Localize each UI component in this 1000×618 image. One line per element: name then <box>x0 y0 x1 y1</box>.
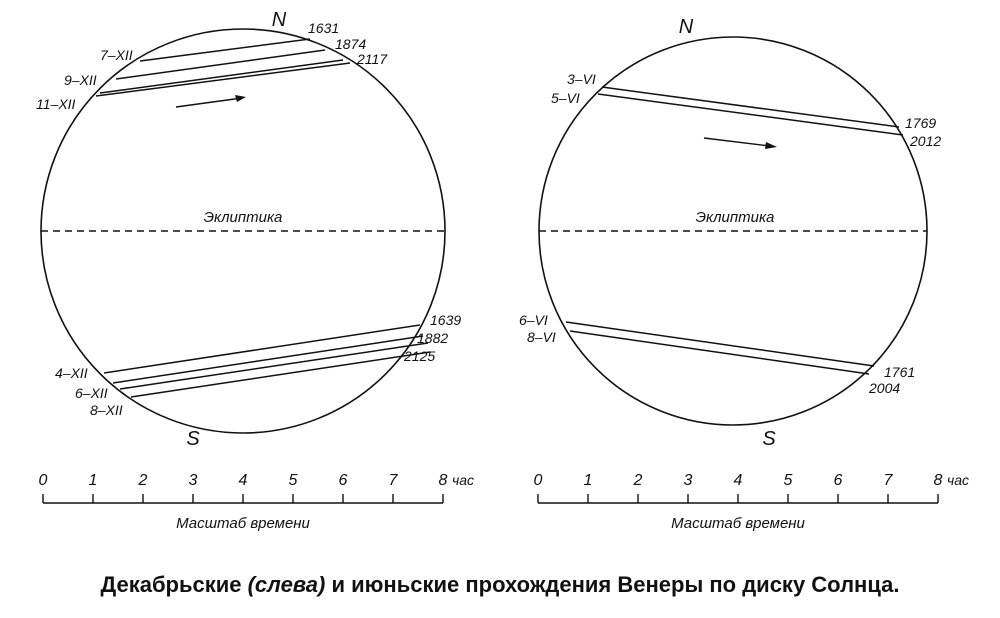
year-label: 1874 <box>335 36 367 52</box>
time-scale-tick-label: 4 <box>733 472 743 489</box>
transit-chord-left-lower-1 <box>104 325 420 373</box>
south-label-right: S <box>762 428 776 450</box>
year-label: 1761 <box>884 364 916 380</box>
caption-part-june: и июньские прохождения Венеры по диску Солнца. <box>325 572 900 597</box>
transit-chord-left-upper-1 <box>140 39 310 61</box>
date-label: 5–VI <box>551 90 580 106</box>
transit-chord-right-lower-2 <box>570 331 869 374</box>
time-scale-tick-label: 2 <box>633 472 643 489</box>
ecliptic-label-left: Эклиптика <box>203 209 283 226</box>
time-scale-left <box>39 472 475 532</box>
figure-caption <box>0 572 1000 598</box>
north-label-left: N <box>271 9 287 31</box>
time-scale-right <box>534 472 970 532</box>
date-label: 11–XII <box>36 96 76 112</box>
date-label: 8–VI <box>527 329 556 345</box>
time-scale-unit-label: час <box>947 472 970 488</box>
time-scale-tick-label: 0 <box>533 472 543 489</box>
time-scale-tick-label: 6 <box>338 472 348 489</box>
transit-chord-left-upper-4 <box>96 63 350 96</box>
time-scale-tick-label: 7 <box>883 472 893 489</box>
time-scale-tick-label: 1 <box>88 472 98 489</box>
year-label: 2012 <box>910 133 942 149</box>
december-transits-panel <box>36 9 461 450</box>
year-label: 1631 <box>308 20 340 36</box>
time-scale-tick-label: 3 <box>683 472 693 489</box>
time-scale-tick-label: 8 <box>438 472 448 489</box>
june-transits-panel <box>519 16 941 450</box>
ecliptic-label-right: Эклиптика <box>695 209 775 226</box>
date-label: 6–VI <box>519 312 548 328</box>
year-label: 1769 <box>905 115 937 131</box>
arrow-head-icon <box>765 142 777 149</box>
time-scale-tick-label: 6 <box>833 472 843 489</box>
time-scale-tick-label: 4 <box>238 472 248 489</box>
transit-chord-left-lower-3 <box>120 343 428 389</box>
year-label: 2117 <box>357 51 388 67</box>
caption-part-december: Декабрьские <box>100 572 248 597</box>
date-label: 3–VI <box>567 71 596 87</box>
motion-arrow-left <box>176 98 242 107</box>
north-label-right: N <box>678 16 694 38</box>
time-scale-tick-label: 5 <box>783 472 793 489</box>
motion-arrow-right <box>704 138 770 146</box>
date-label: 6–XII <box>75 385 108 401</box>
south-label-left: S <box>186 428 200 450</box>
time-scale-tick-label: 2 <box>138 472 148 489</box>
transit-chord-right-upper-1 <box>602 87 899 127</box>
time-scale-tick-label: 8 <box>933 472 943 489</box>
date-label: 8–XII <box>90 402 123 418</box>
year-label: 1639 <box>430 312 462 328</box>
time-scale-unit-label: час <box>452 472 475 488</box>
date-label: 9–XII <box>64 72 97 88</box>
arrow-head-icon <box>235 95 246 102</box>
year-label: 2004 <box>869 380 901 396</box>
time-scale-title-right: Масштаб времени <box>671 515 805 532</box>
date-label: 7–XII <box>100 47 133 63</box>
time-scale-tick-label: 5 <box>288 472 298 489</box>
year-label: 1882 <box>417 330 449 346</box>
time-scale-tick-label: 7 <box>388 472 398 489</box>
time-scale-tick-label: 1 <box>583 472 593 489</box>
year-label: 2125 <box>404 348 436 364</box>
date-label: 4–XII <box>55 365 88 381</box>
transit-chord-right-lower-1 <box>566 322 874 366</box>
time-scale-tick-label: 3 <box>188 472 198 489</box>
time-scale-tick-label: 0 <box>38 472 48 489</box>
caption-part-left-note: (слева) <box>247 572 326 597</box>
transit-chord-right-upper-2 <box>598 94 903 135</box>
time-scale-title-left: Масштаб времени <box>176 515 310 532</box>
transit-chord-left-upper-2 <box>116 50 325 79</box>
